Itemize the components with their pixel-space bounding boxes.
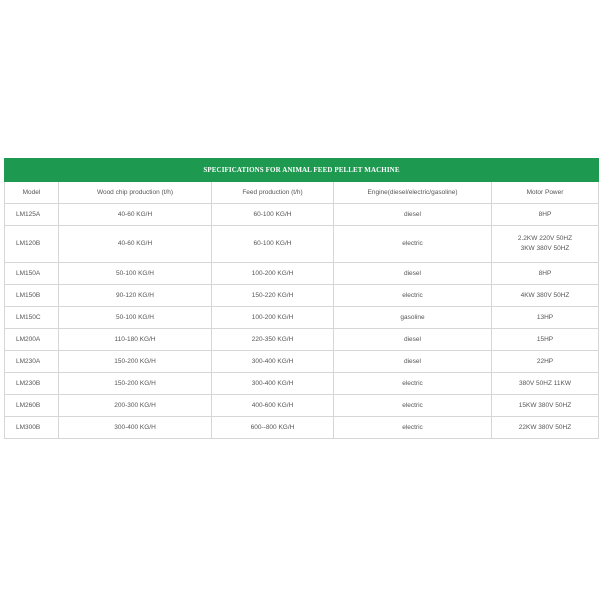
table-row xyxy=(5,373,599,395)
motor-power-line: 8HP xyxy=(538,269,552,277)
cell-wood-chip: 90-120 KG/H xyxy=(59,285,212,307)
motor-power-line: 15KW 380V 50HZ xyxy=(518,401,572,409)
motor-power-line: 8HP xyxy=(538,210,552,218)
cell-feed: 220-350 KG/H xyxy=(212,329,334,351)
cell-model: LM150B xyxy=(5,285,59,307)
cell-motor-power xyxy=(492,285,599,307)
cell-engine: electric xyxy=(334,373,492,395)
specifications-table-container xyxy=(4,158,598,439)
cell-motor-power xyxy=(492,395,599,417)
cell-model: LM260B xyxy=(5,395,59,417)
cell-motor-power xyxy=(492,351,599,373)
cell-feed: 60-100 KG/H xyxy=(212,226,334,263)
table-row xyxy=(5,351,599,373)
cell-wood-chip: 200-300 KG/H xyxy=(59,395,212,417)
table-row xyxy=(5,395,599,417)
cell-feed: 150-220 KG/H xyxy=(212,285,334,307)
cell-engine: diesel xyxy=(334,351,492,373)
cell-motor-power xyxy=(492,263,599,285)
cell-engine: diesel xyxy=(334,329,492,351)
cell-engine: diesel xyxy=(334,204,492,226)
cell-model: LM150C xyxy=(5,307,59,329)
cell-motor-power xyxy=(492,373,599,395)
motor-power-line: 22HP xyxy=(536,357,554,365)
cell-wood-chip: 110-180 KG/H xyxy=(59,329,212,351)
cell-model: LM230A xyxy=(5,351,59,373)
column-header-wood-chip: Wood chip production (t/h) xyxy=(59,182,212,204)
motor-power-line: 380V 50HZ 11KW xyxy=(519,379,571,387)
table-row xyxy=(5,307,599,329)
cell-feed: 100-200 KG/H xyxy=(212,263,334,285)
motor-power-line: 2.2KW 220V 50HZ xyxy=(517,235,573,242)
cell-motor-power xyxy=(492,204,599,226)
cell-wood-chip: 150-200 KG/H xyxy=(59,373,212,395)
cell-engine: electric xyxy=(334,417,492,439)
table-row xyxy=(5,204,599,226)
table-title: SPECIFICATIONS FOR ANIMAL FEED PELLET MACHINE xyxy=(5,159,599,182)
cell-wood-chip: 50-100 KG/H xyxy=(59,307,212,329)
cell-model: LM120B xyxy=(5,226,59,263)
cell-engine: electric xyxy=(334,395,492,417)
cell-engine: electric xyxy=(334,285,492,307)
cell-engine: electric xyxy=(334,226,492,263)
specifications-table xyxy=(4,158,599,439)
cell-motor-power xyxy=(492,417,599,439)
motor-power-line: 22KW 380V 50HZ xyxy=(518,423,572,431)
table-row xyxy=(5,329,599,351)
cell-motor-power xyxy=(492,226,599,263)
cell-wood-chip: 40-60 KG/H xyxy=(59,204,212,226)
table-row xyxy=(5,226,599,263)
cell-model: LM300B xyxy=(5,417,59,439)
cell-motor-power xyxy=(492,329,599,351)
column-header-feed: Feed production (t/h) xyxy=(212,182,334,204)
cell-engine: diesel xyxy=(334,263,492,285)
cell-motor-power xyxy=(492,307,599,329)
cell-model: LM200A xyxy=(5,329,59,351)
column-header-row xyxy=(5,182,599,204)
cell-feed: 600--800 KG/H xyxy=(212,417,334,439)
cell-model: LM150A xyxy=(5,263,59,285)
table-row xyxy=(5,285,599,307)
cell-engine: gasoline xyxy=(334,307,492,329)
column-header-model: Model xyxy=(5,182,59,204)
table-title-row xyxy=(5,159,599,182)
cell-feed: 300-400 KG/H xyxy=(212,351,334,373)
cell-model: LM230B xyxy=(5,373,59,395)
cell-feed: 300-400 KG/H xyxy=(212,373,334,395)
table-row xyxy=(5,417,599,439)
cell-model: LM125A xyxy=(5,204,59,226)
column-header-engine: Engine(diesel/electric/gasoline) xyxy=(334,182,492,204)
column-header-motor: Motor Power xyxy=(492,182,599,204)
motor-power-line: 15HP xyxy=(536,335,554,343)
cell-feed: 60-100 KG/H xyxy=(212,204,334,226)
motor-power-line: 4KW 380V 50HZ xyxy=(520,291,570,299)
motor-power-line: 13HP xyxy=(536,313,554,321)
table-body xyxy=(5,182,599,439)
cell-wood-chip: 150-200 KG/H xyxy=(59,351,212,373)
table-row xyxy=(5,263,599,285)
cell-feed: 400-600 KG/H xyxy=(212,395,334,417)
motor-power-line: 3KW 380V 50HZ xyxy=(520,245,570,252)
cell-wood-chip: 300-400 KG/H xyxy=(59,417,212,439)
cell-wood-chip: 40-60 KG/H xyxy=(59,226,212,263)
cell-feed: 100-200 KG/H xyxy=(212,307,334,329)
cell-wood-chip: 50-100 KG/H xyxy=(59,263,212,285)
